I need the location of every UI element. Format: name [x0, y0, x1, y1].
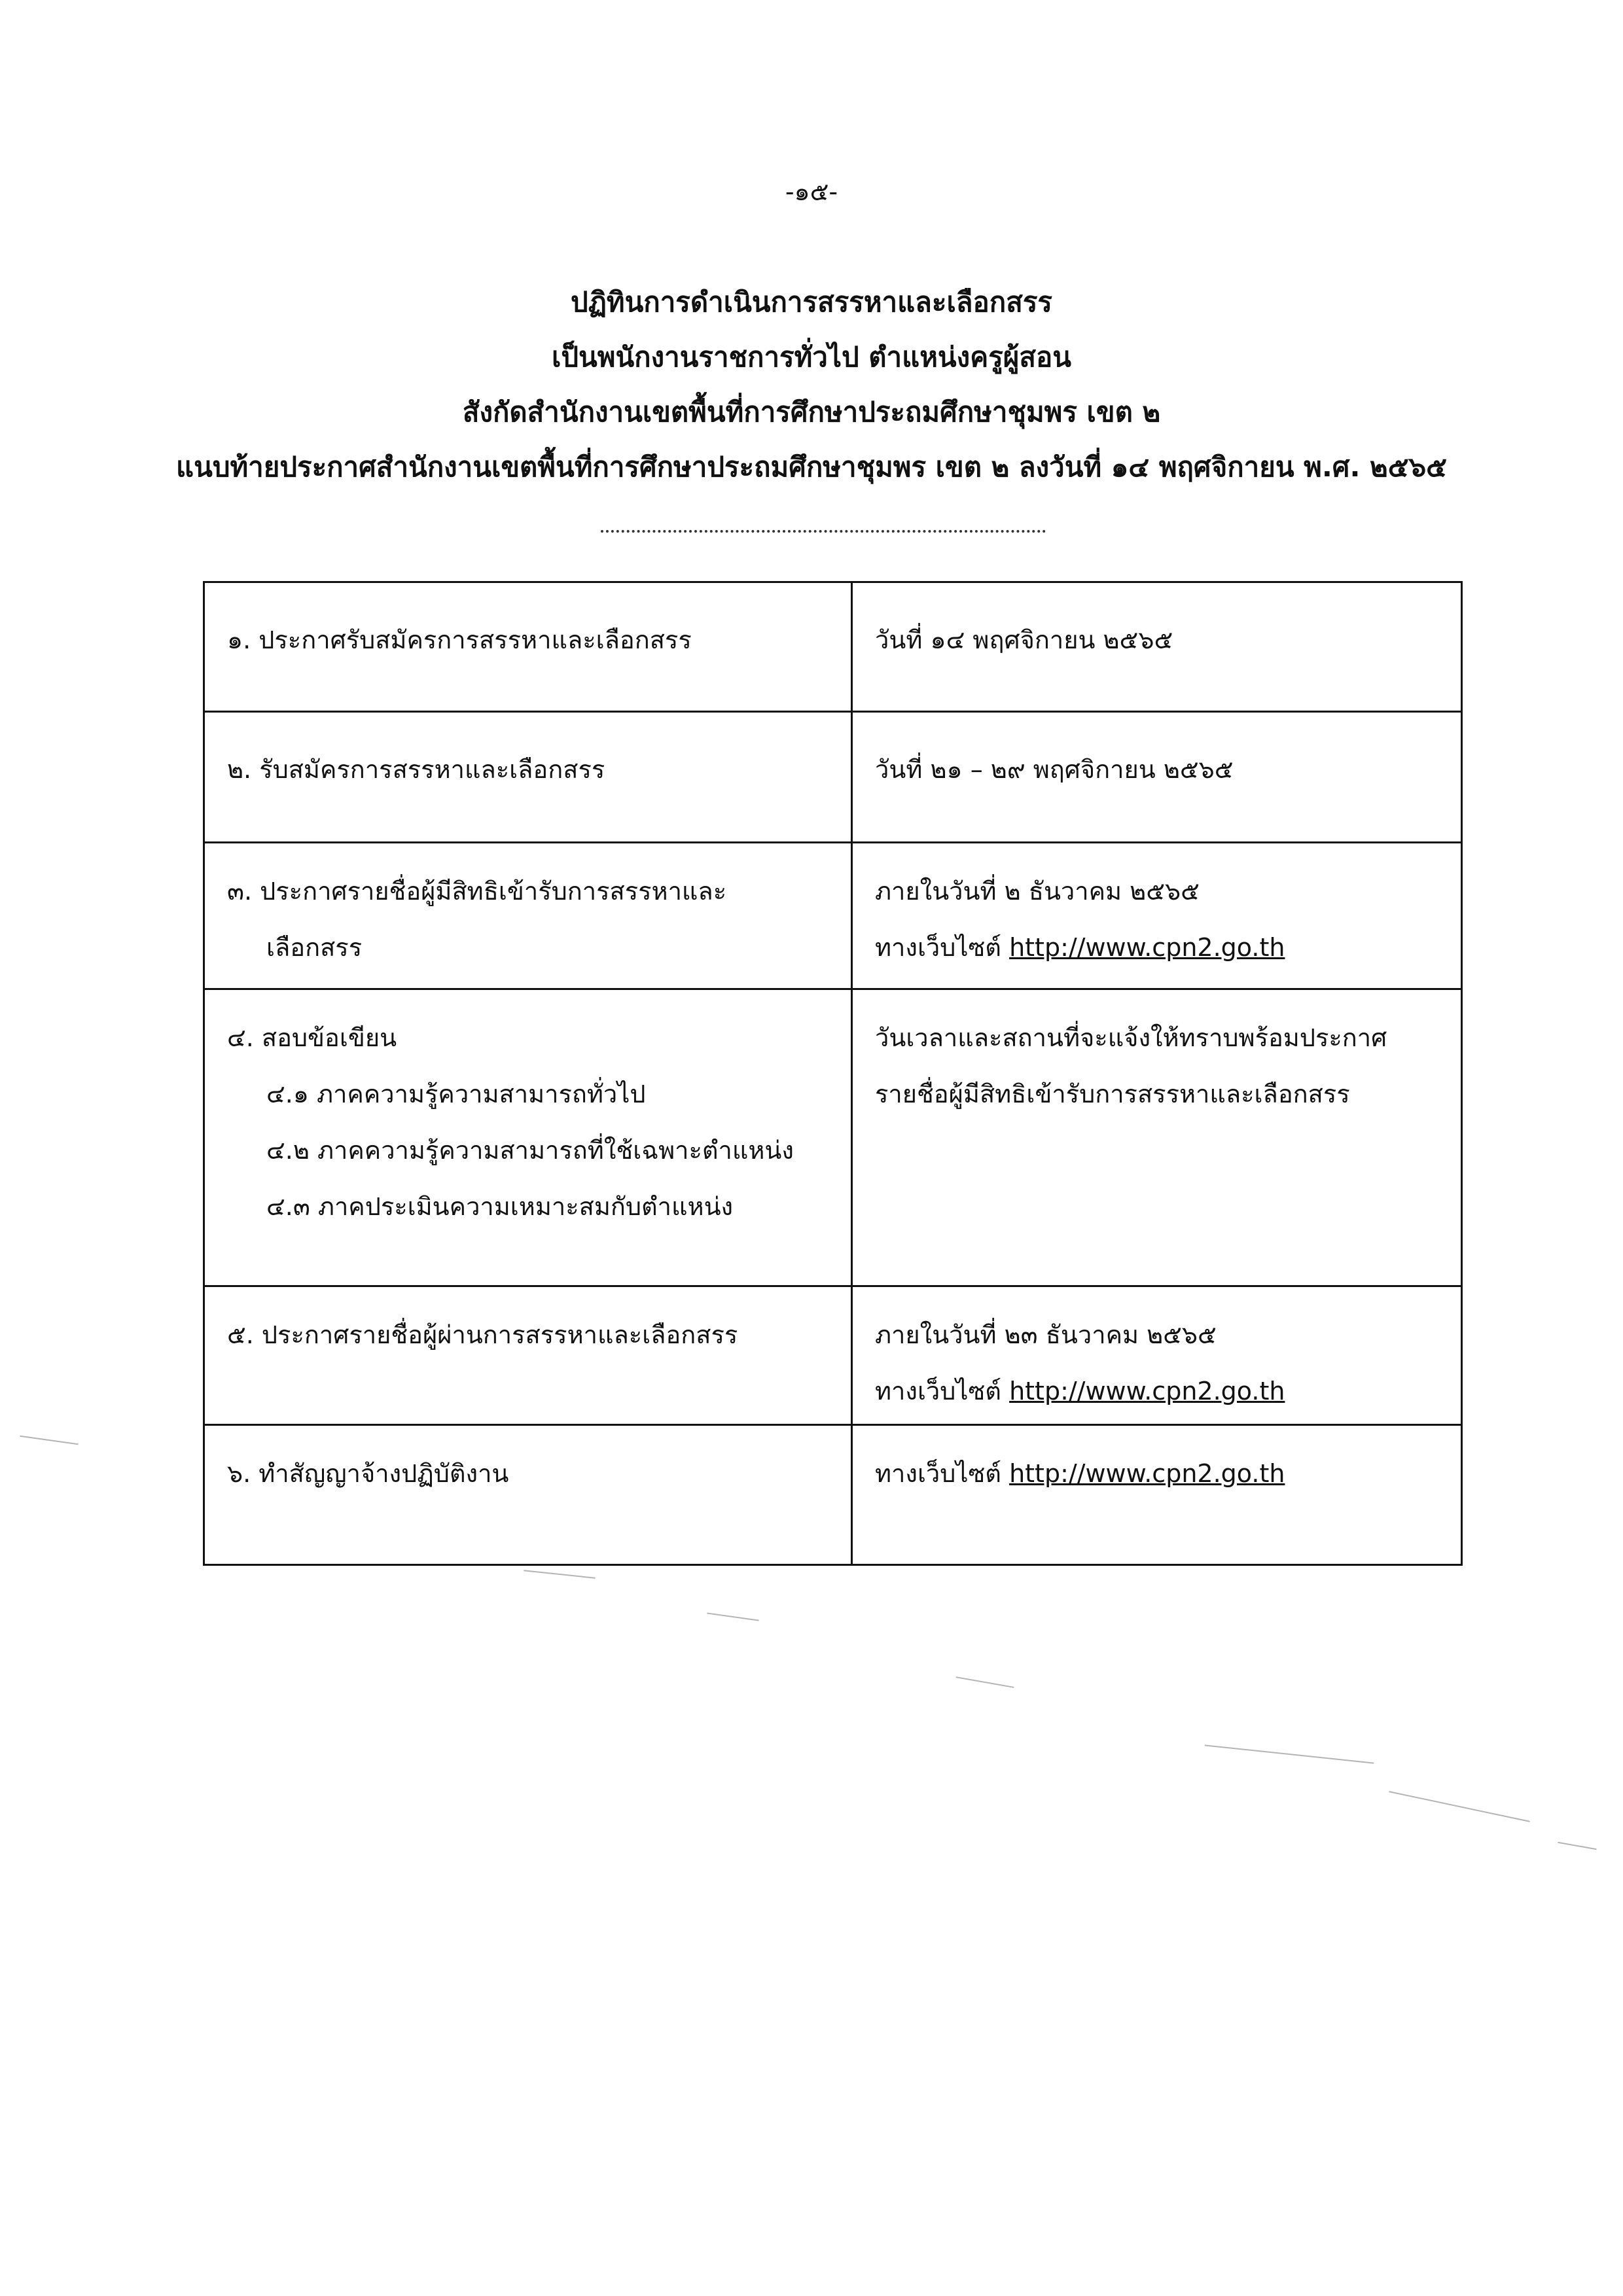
website-label: ทางเว็บไซต์ — [875, 1459, 1001, 1488]
website-label: ทางเว็บไซต์ — [875, 1377, 1001, 1405]
page-number: -๑๕- — [785, 177, 838, 206]
date-text: ภายในวันที่ ๒๓ ธันวาคม ๒๕๖๕ — [875, 1320, 1217, 1349]
table-row — [204, 989, 1462, 1286]
step-label: ๕. ประกาศรายชื่อผู้ผ่านการสรรหาและเลือกสรร — [227, 1320, 738, 1349]
step-cell — [204, 989, 852, 1286]
table-row — [204, 1286, 1462, 1425]
website-link[interactable]: http://www.cpn2.go.th — [1009, 1377, 1285, 1405]
title-line-4: แนบท้ายประกาศสำนักงานเขตพื้นที่การศึกษาประถมศึกษาชุมพร เขต ๒ ลงวันที่ ๑๔ พฤศจิกายน พ.ศ. ๒๕๖๕ — [176, 451, 1447, 483]
step-cell — [204, 1286, 852, 1425]
scan-streak — [1205, 1744, 1374, 1763]
dotted-separator — [601, 530, 1046, 533]
step-label: ๔. สอบข้อเขียน — [227, 1023, 397, 1052]
date-text: รายชื่อผู้มีสิทธิเข้ารับการสรรหาและเลือกสรร — [875, 1080, 1350, 1108]
date-cell — [852, 1286, 1462, 1425]
table-row — [204, 712, 1462, 843]
step-label-continued: เลือกสรร — [266, 933, 363, 962]
step-label: ๒. รับสมัครการสรรหาและเลือกสรร — [227, 755, 605, 784]
date-cell — [852, 843, 1462, 989]
step-cell — [204, 1425, 852, 1565]
title-line-1: ปฏิทินการดำเนินการสรรหาและเลือกสรร — [571, 286, 1052, 318]
document-title — [0, 275, 1623, 495]
sub-item: ๔.๒ ภาคความรู้ความสามารถที่ใช้เฉพาะตำแหน่ง — [266, 1136, 794, 1165]
date-cell — [852, 989, 1462, 1286]
table-row — [204, 1425, 1462, 1565]
step-label: ๓. ประกาศรายชื่อผู้มีสิทธิเข้ารับการสรรหาและ — [227, 877, 727, 906]
schedule-table — [203, 581, 1463, 1566]
website-line — [875, 1363, 1438, 1419]
sub-item: ๔.๑ ภาคความรู้ความสามารถทั่วไป — [266, 1080, 646, 1108]
website-line — [875, 1445, 1438, 1502]
title-line-2: เป็นพนักงานราชการทั่วไป ตำแหน่งครูผู้สอน — [552, 341, 1071, 373]
website-link[interactable]: http://www.cpn2.go.th — [1009, 1459, 1285, 1488]
date-text: วันที่ ๒๑ – ๒๙ พฤศจิกายน ๒๕๖๕ — [875, 755, 1234, 784]
scan-streak — [707, 1612, 758, 1621]
scan-streak — [1558, 1842, 1596, 1850]
website-label: ทางเว็บไซต์ — [875, 933, 1001, 962]
scan-streak — [956, 1676, 1014, 1688]
title-line-3: สังกัดสำนักงานเขตพื้นที่การศึกษาประถมศึกษาชุมพร เขต ๒ — [462, 396, 1161, 428]
website-line — [875, 919, 1438, 976]
step-cell — [204, 712, 852, 843]
date-text: ภายในวันที่ ๒ ธันวาคม ๒๕๖๕ — [875, 877, 1200, 906]
date-cell — [852, 1425, 1462, 1565]
scan-streak — [20, 1436, 78, 1445]
sub-item: ๔.๓ ภาคประเมินความเหมาะสมกับตำแหน่ง — [266, 1192, 734, 1221]
date-text: วันที่ ๑๔ พฤศจิกายน ๒๕๖๕ — [875, 626, 1173, 654]
step-cell — [204, 582, 852, 712]
scan-streak — [524, 1570, 596, 1578]
website-link[interactable]: http://www.cpn2.go.th — [1009, 933, 1285, 962]
date-cell — [852, 582, 1462, 712]
step-cell — [204, 843, 852, 989]
step-label: ๑. ประกาศรับสมัครการสรรหาและเลือกสรร — [227, 626, 692, 654]
date-text: วันเวลาและสถานที่จะแจ้งให้ทราบพร้อมประกาศ — [875, 1023, 1387, 1052]
table-row — [204, 582, 1462, 712]
scan-streak — [1389, 1791, 1530, 1822]
table-row — [204, 843, 1462, 989]
date-cell — [852, 712, 1462, 843]
step-label: ๖. ทำสัญญาจ้างปฏิบัติงาน — [227, 1459, 509, 1488]
